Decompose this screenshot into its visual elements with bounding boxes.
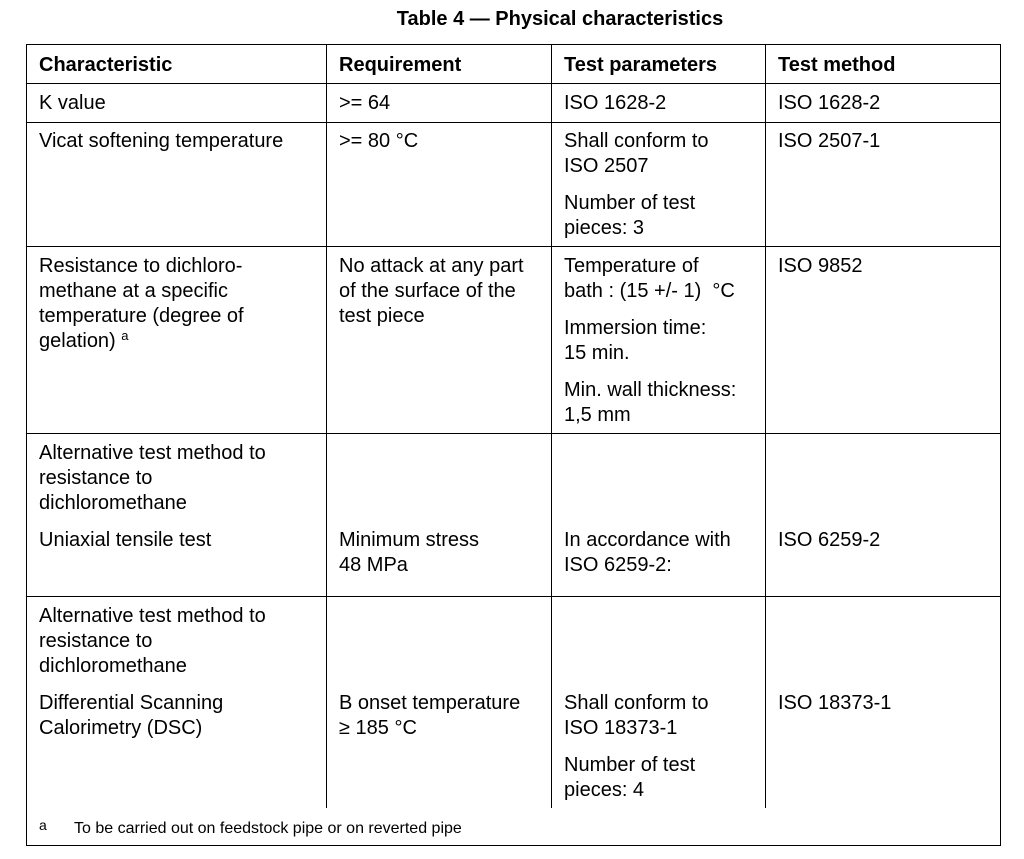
vicat-method: ISO 2507-1 [778,130,881,152]
dsc-characteristic-line2: resistance to [39,630,153,652]
dsc-requirement-line2: ≥ 185 °C [339,717,417,739]
dsc-parameters-line3: Number of test [564,754,696,776]
resistance-parameters-line3: Immersion time: [564,317,707,339]
resistance-requirement-line2: of the surface of the [339,280,516,302]
k-value-method: ISO 1628-2 [778,92,881,114]
vicat-requirement: >= 80 °C [339,130,419,152]
row-divider [27,246,1000,247]
vicat-characteristic: Vicat softening temperature [39,130,284,152]
resistance-characteristic-line1: Resistance to dichloro- [39,255,243,277]
tensile-characteristic-line1: Alternative test method to [39,442,266,464]
tensile-requirement-line1: Minimum stress [339,529,480,551]
tensile-characteristic-line4: Uniaxial tensile test [39,529,212,551]
resistance-characteristic-line3: temperature (degree of [39,305,244,327]
dsc-parameters-line1: Shall conform to [564,692,709,714]
dsc-method: ISO 18373-1 [778,692,892,714]
dsc-characteristic-line3: dichloromethane [39,655,187,677]
header-requirement: Requirement [339,54,462,76]
dsc-requirement-line1: B onset temperature [339,692,521,714]
resistance-parameters-line1: Temperature of [564,255,699,277]
dsc-characteristic-line1: Alternative test method to [39,605,266,627]
k-value-requirement: >= 64 [339,92,391,114]
column-divider [765,45,766,808]
tensile-requirement-line2: 48 MPa [339,554,408,576]
resistance-characteristic-line2: methane at a specific [39,280,228,302]
resistance-requirement-line1: No attack at any part [339,255,524,277]
vicat-parameters-line4: pieces: 3 [564,217,645,239]
footnote-text: To be carried out on feedstock pipe or on reverted pipe [74,820,462,837]
tensile-parameters-line1: In accordance with [564,529,731,551]
tensile-characteristic-line3: dichloromethane [39,492,187,514]
tensile-method: ISO 6259-2 [778,529,881,551]
vicat-parameters-line2: ISO 2507 [564,155,649,177]
k-value-parameters: ISO 1628-2 [564,92,667,114]
row-divider [27,122,1000,123]
dsc-characteristic-line5: Calorimetry (DSC) [39,717,203,739]
resistance-requirement-line3: test piece [339,305,425,327]
header-characteristic: Characteristic [39,54,173,76]
resistance-method: ISO 9852 [778,255,863,277]
resistance-parameters-line2: bath : (15 +/- 1) °C [564,280,735,302]
resistance-parameters-line6: 1,5 mm [564,404,631,426]
gelation-text: gelation) [39,330,116,352]
column-divider [326,45,327,808]
footnote-reference: a [121,328,129,343]
physical-characteristics-table [26,44,1001,846]
header-test-method: Test method [778,54,896,76]
header-test-parameters: Test parameters [564,54,718,76]
dsc-parameters-line4: pieces: 4 [564,779,645,801]
dsc-parameters-line2: ISO 18373-1 [564,717,678,739]
column-divider [551,45,552,808]
tensile-parameters-line2: ISO 6259-2: [564,554,672,576]
vicat-parameters-line1: Shall conform to [564,130,709,152]
resistance-parameters-line4: 15 min. [564,342,630,364]
footnote-mark: a [39,817,47,833]
resistance-characteristic-line4 [39,329,129,355]
resistance-parameters-line5: Min. wall thickness: [564,379,737,401]
row-divider [27,83,1000,84]
row-divider [27,433,1000,434]
vicat-parameters-line3: Number of test [564,192,696,214]
tensile-characteristic-line2: resistance to [39,467,153,489]
k-value-characteristic: K value [39,92,106,114]
dsc-characteristic-line4: Differential Scanning [39,692,224,714]
row-divider [27,596,1000,597]
table-title: Table 4 — Physical characteristics [396,8,724,30]
